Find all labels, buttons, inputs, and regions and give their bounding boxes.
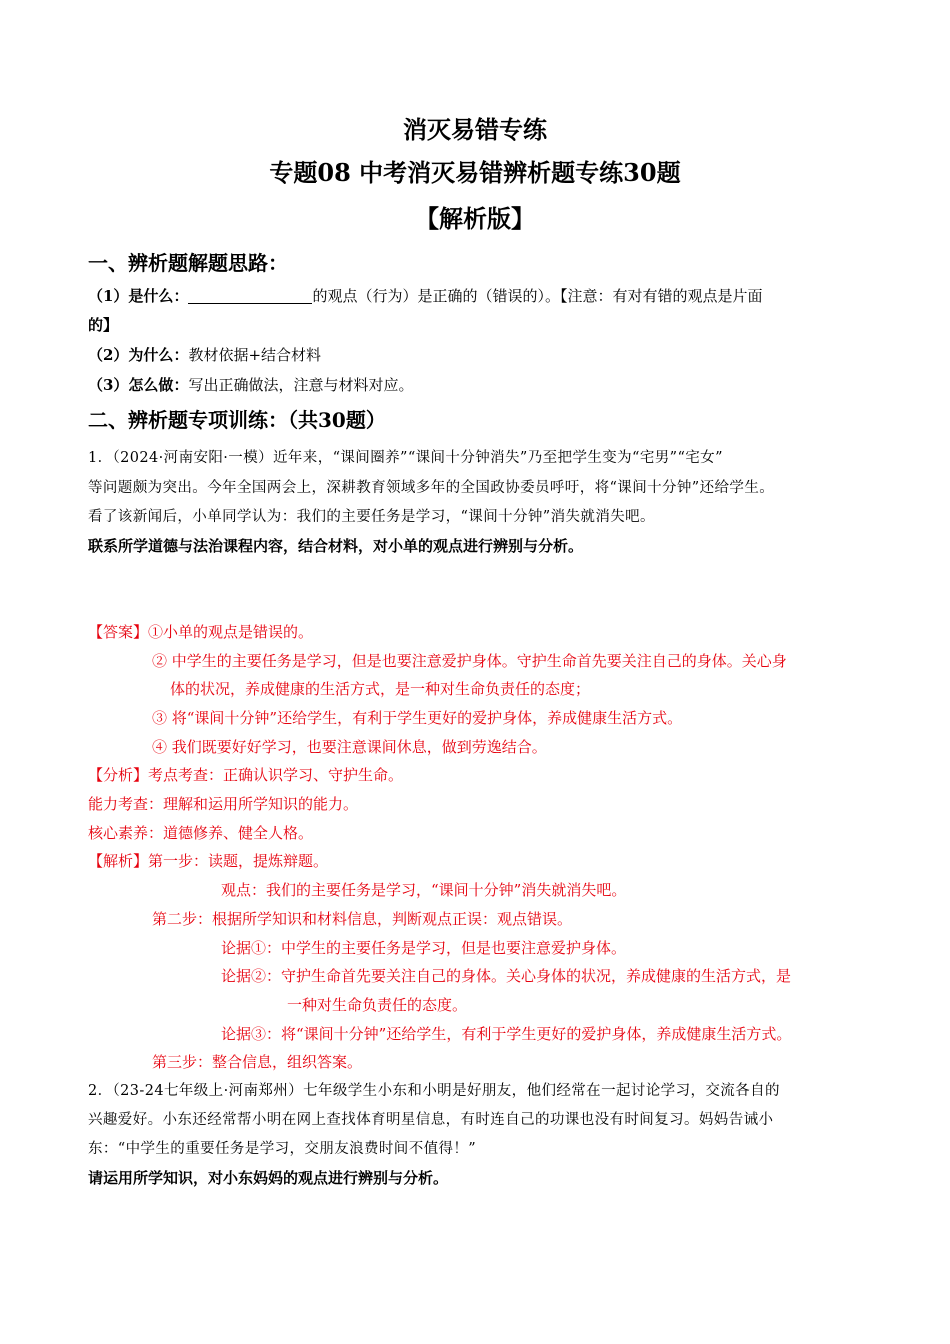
fill-blank (188, 288, 312, 304)
q1-stem-line1: 1．（2024·河南安阳·一模）近年来，“课间圈养”“课间十分钟消失”乃至把学生变为“宅男”“宅女” (88, 450, 723, 466)
q1-prompt: 联系所学道德与法治课程内容，结合材料，对小单的观点进行辨别与分析。 (88, 537, 584, 555)
section1-heading: 一、辨析题解题思路： (88, 251, 288, 275)
analysis-point1: 考点考查：正确认识学习、守护生命。 (148, 766, 404, 784)
q1-jiexi-line1 (88, 850, 328, 872)
step2-text: 教材依据+结合材料 (188, 346, 322, 364)
step2-line (88, 344, 321, 366)
jiexi-step1: 第一步：读题，提炼辩题。 (148, 852, 329, 870)
step3-line (88, 374, 413, 396)
q2-stem-line2: 兴趣爱好。小东还经常帮小明在网上查找体育明星信息，有时连自己的功课也没有时间复习。妈妈告诫小 (88, 1112, 774, 1128)
q2-stem-line3: 东：“中学生的重要任务是学习，交朋友浪费时间不值得！” (88, 1141, 477, 1157)
step3-text: 写出正确做法，注意与材料对应。 (188, 376, 414, 394)
step1-text: 的观点（行为）是正确的（错误的）。【注意：有对有错的观点是片面 (312, 287, 763, 305)
step2-label: （2）为什么： (88, 346, 189, 364)
jiexi-viewpoint: 观点：我们的主要任务是学习，“课间十分钟”消失就消失吧。 (221, 881, 627, 899)
step1-line (88, 285, 762, 307)
answer-point4: ④ 我们既要好好学习，也要注意课间休息，做到劳逸结合。 (152, 738, 547, 756)
jiexi-argument3: 论据③：将“课间十分钟”还给学生，有利于学生更好的爱护身体，养成健康生活方式。 (221, 1025, 792, 1043)
section2-heading: 二、辨析题专项训练：（共30题） (88, 408, 386, 432)
jiexi-step3: 第三步：整合信息，组织答案。 (152, 1053, 363, 1071)
q2-prompt: 请运用所学知识，对小东妈妈的观点进行辨别与分析。 (88, 1169, 449, 1187)
q1-analysis-line1 (88, 764, 403, 786)
jiexi-step2: 第二步：根据所学知识和材料信息，判断观点正误：观点错误。 (152, 910, 573, 928)
q1-stem-line2: 等问题颇为突出。今年全国两会上，深耕教育领域多年的全国政协委员呼吁，将“课间十分钟”还给学生。 (88, 480, 775, 496)
q2-stem-line1: 2．（23-24七年级上·河南郑州）七年级学生小东和小明是好朋友，他们经常在一起讨论学习，交流各自的 (88, 1083, 780, 1099)
step3-label: （3）怎么做： (88, 376, 189, 394)
jiexi-argument2a: 论据②：守护生命首先要关注自己的身体。关心身体的状况，养成健康的生活方式，是 (221, 967, 792, 985)
answer-point3: ③ 将“课间十分钟”还给学生，有利于学生更好的爱护身体，养成健康生活方式。 (152, 709, 683, 727)
answer-point1: ①小单的观点是错误的。 (148, 623, 314, 641)
doc-subtitle: 专题08 中考消灭易错辨析题专练30题 (269, 158, 681, 187)
step1-label: （1）是什么： (88, 287, 189, 305)
q1-stem-line3: 看了该新闻后，小单同学认为：我们的主要任务是学习，“课间十分钟”消失就消失吧。 (88, 509, 655, 525)
doc-version: 【解析版】 (415, 204, 535, 233)
analysis-label: 【分析】 (88, 766, 149, 784)
step1-continued: 的】 (88, 316, 119, 334)
jiexi-argument2b: 一种对生命负责任的态度。 (287, 996, 468, 1014)
answer-point2a: ② 中学生的主要任务是学习，但是也要注意爱护身体。守护生命首先要关注自己的身体。关心身 (152, 652, 787, 670)
analysis-point2: 能力考查：理解和运用所学知识的能力。 (88, 795, 359, 813)
jiexi-argument1: 论据①：中学生的主要任务是学习，但是也要注意爱护身体。 (221, 939, 627, 957)
analysis-point3: 核心素养：道德修养、健全人格。 (88, 824, 314, 842)
jiexi-label: 【解析】 (88, 852, 149, 870)
q1-answer-line1 (88, 621, 313, 643)
answer-point2b: 体的状况，养成健康的生活方式，是一种对生命负责任的态度； (170, 680, 591, 698)
doc-title: 消灭易错专练 (403, 115, 547, 144)
answer-label: 【答案】 (88, 623, 149, 641)
